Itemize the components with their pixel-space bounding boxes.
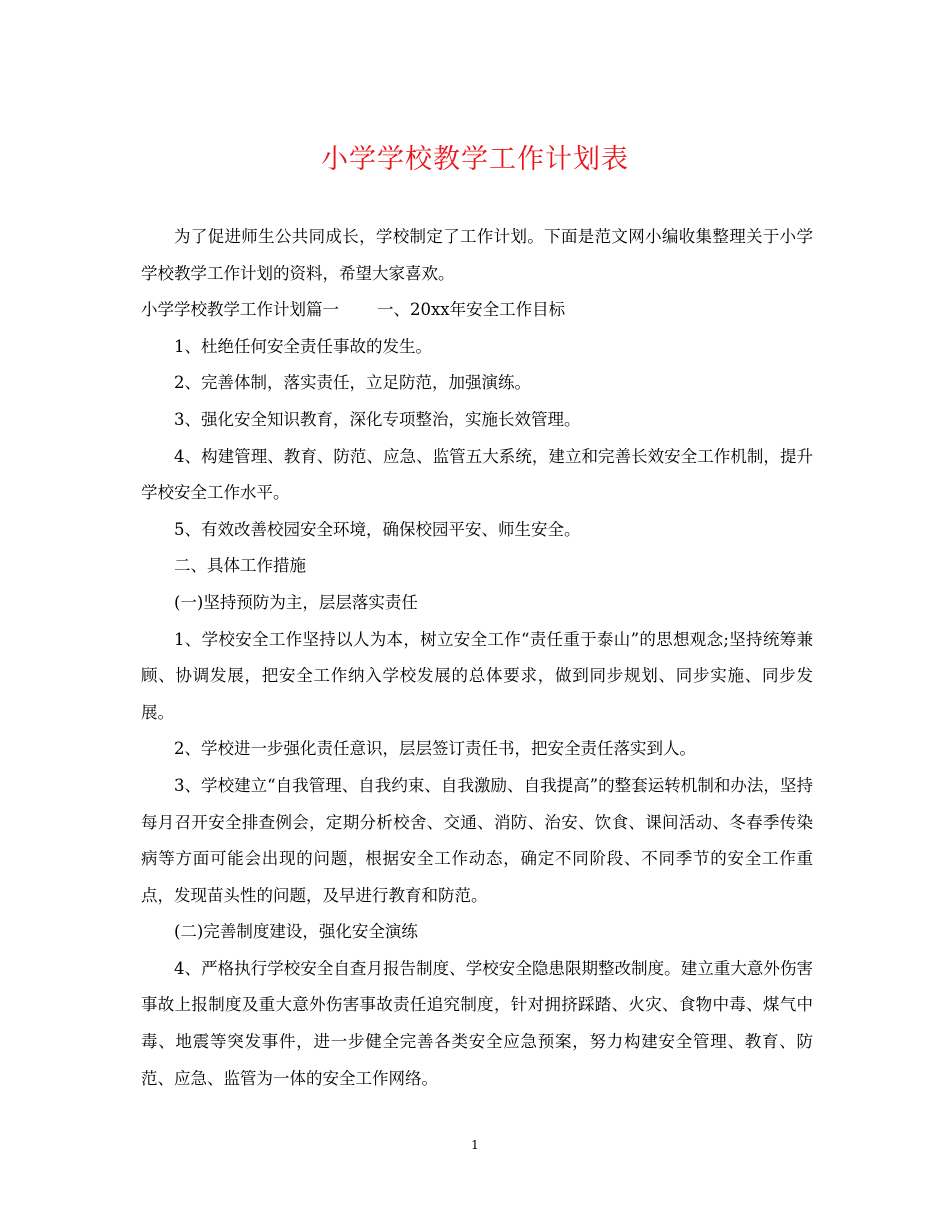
- sub-heading-1: (一)坚持预防为主，层层落实责任: [174, 592, 418, 612]
- document-title: 小学学校教学工作计划表: [321, 144, 629, 175]
- document-body: [141, 219, 813, 1097]
- goal-item-4: 4、构建管理、教育、防范、应急、监管五大系统，建立和完善长效安全工作机制，提升学校安全工作水平。: [141, 446, 813, 503]
- section-heading-right: 一、20xx年安全工作目标: [377, 300, 566, 320]
- section-heading: [141, 292, 813, 329]
- measure-paragraph-4: 4、严格执行学校安全自查月报告制度、学校安全隐患限期整改制度。建立重大意外伤害事故上报制度及重大意外伤害事故责任追究制度，针对拥挤踩踏、火灾、食物中毒、煤气中毒、地震等突发事件，进一步健全完善各类安全应急预案，努力构建安全管理、教育、防范、应急、监管为一体的安全工作网络。: [141, 958, 813, 1088]
- measures-heading: 二、具体工作措施: [174, 556, 306, 576]
- goal-item-1: 1、杜绝任何安全责任事故的发生。: [174, 336, 432, 356]
- goal-item-2: 2、完善体制，落实责任，立足防范，加强演练。: [174, 373, 531, 393]
- intro-paragraph: 为了促进师生公共同成长，学校制定了工作计划。下面是范文网小编收集整理关于小学学校教学工作计划的资料，希望大家喜欢。: [141, 227, 813, 283]
- page-number: 1: [471, 1138, 479, 1152]
- measure-paragraph-3: 3、学校建立“自我管理、自我约束、自我激励、自我提高”的整套运转机制和办法，坚持每月召开安全排查例会，定期分析校舍、交通、消防、治安、饮食、课间活动、冬春季传染病等方面可能会出现的问题，根据安全工作动态，确定不同阶段、不同季节的安全工作重点，发现苗头性的问题，及早进行教育和防范。: [141, 775, 813, 905]
- goal-item-3: 3、强化安全知识教育，深化专项整治，实施长效管理。: [174, 409, 581, 429]
- measure-paragraph-1: 1、学校安全工作坚持以人为本，树立安全工作“责任重于泰山”的思想观念;坚持统筹兼顾、协调发展，把安全工作纳入学校发展的总体要求，做到同步规划、同步实施、同步发展。: [141, 629, 813, 722]
- sub-heading-2: (二)完善制度建设，强化安全演练: [174, 922, 418, 942]
- goal-item-5: 5、有效改善校园安全环境，确保校园平安、师生安全。: [174, 519, 581, 539]
- measure-paragraph-2: 2、学校进一步强化责任意识，层层签订责任书，把安全责任落实到人。: [174, 739, 696, 759]
- section-heading-left: 小学学校教学工作计划篇一: [141, 300, 339, 320]
